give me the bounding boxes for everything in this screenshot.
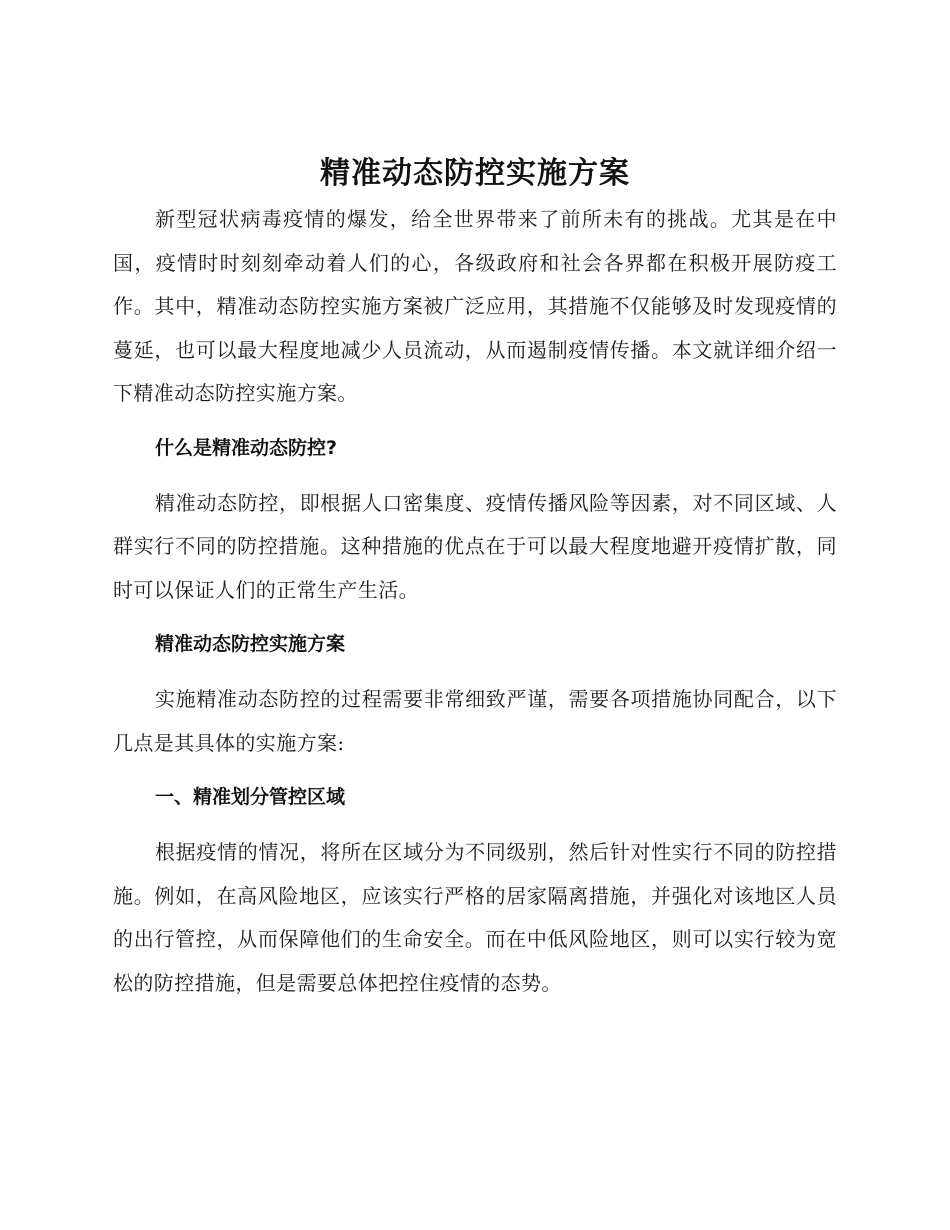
document-body: [113, 150, 837, 1005]
section-paragraph-zoning: 根据疫情的情况，将所在区域分为不同级别，然后针对性实行不同的防控措施。例如，在高风险地区，应该实行严格的居家隔离措施，并强化对该地区人员的出行管控，从而保障他们的生命安全。而在中低风险地区，则可以实行较为宽松的防控措施，但是需要总体把控住疫情的态势。: [113, 840, 837, 995]
spacer: [113, 416, 837, 424]
intro-paragraph: 新型冠状病毒疫情的爆发，给全世界带来了前所未有的挑战。尤其是在中国，疫情时时刻刻牵动着人们的心，各级政府和社会各界都在积极开展防疫工作。其中，精准动态防控实施方案被广泛应用，其措施不仅能够及时发现疫情的蔓延，也可以最大程度地减少人员流动，从而遏制疫情传播。本文就详细介绍一下精准动态防控实施方案。: [113, 207, 837, 405]
section-heading-definition: 什么是精准动态防控?: [155, 436, 338, 459]
section-heading-zoning: 一、精准划分管控区域: [155, 786, 346, 808]
spacer: [113, 765, 837, 773]
spacer: [113, 612, 837, 620]
section-heading-plan: 精准动态防控实施方案: [155, 633, 346, 655]
spacer: [113, 472, 837, 482]
spacer: [113, 821, 837, 831]
section-paragraph-definition: 精准动态防控，即根据人口密集度、疫情传播风险等因素，对不同区域、人群实行不同的防控措施。这种措施的优点在于可以最大程度地避开疫情扩散，同时可以保证人们的正常生产生活。: [113, 490, 837, 602]
section-paragraph-plan: 实施精准动态防控的过程需要非常细致严谨，需要各项措施协同配合，以下几点是其具体的实施方案:: [113, 687, 837, 755]
page-title: 精准动态防控实施方案: [320, 156, 630, 191]
spacer: [113, 668, 837, 678]
